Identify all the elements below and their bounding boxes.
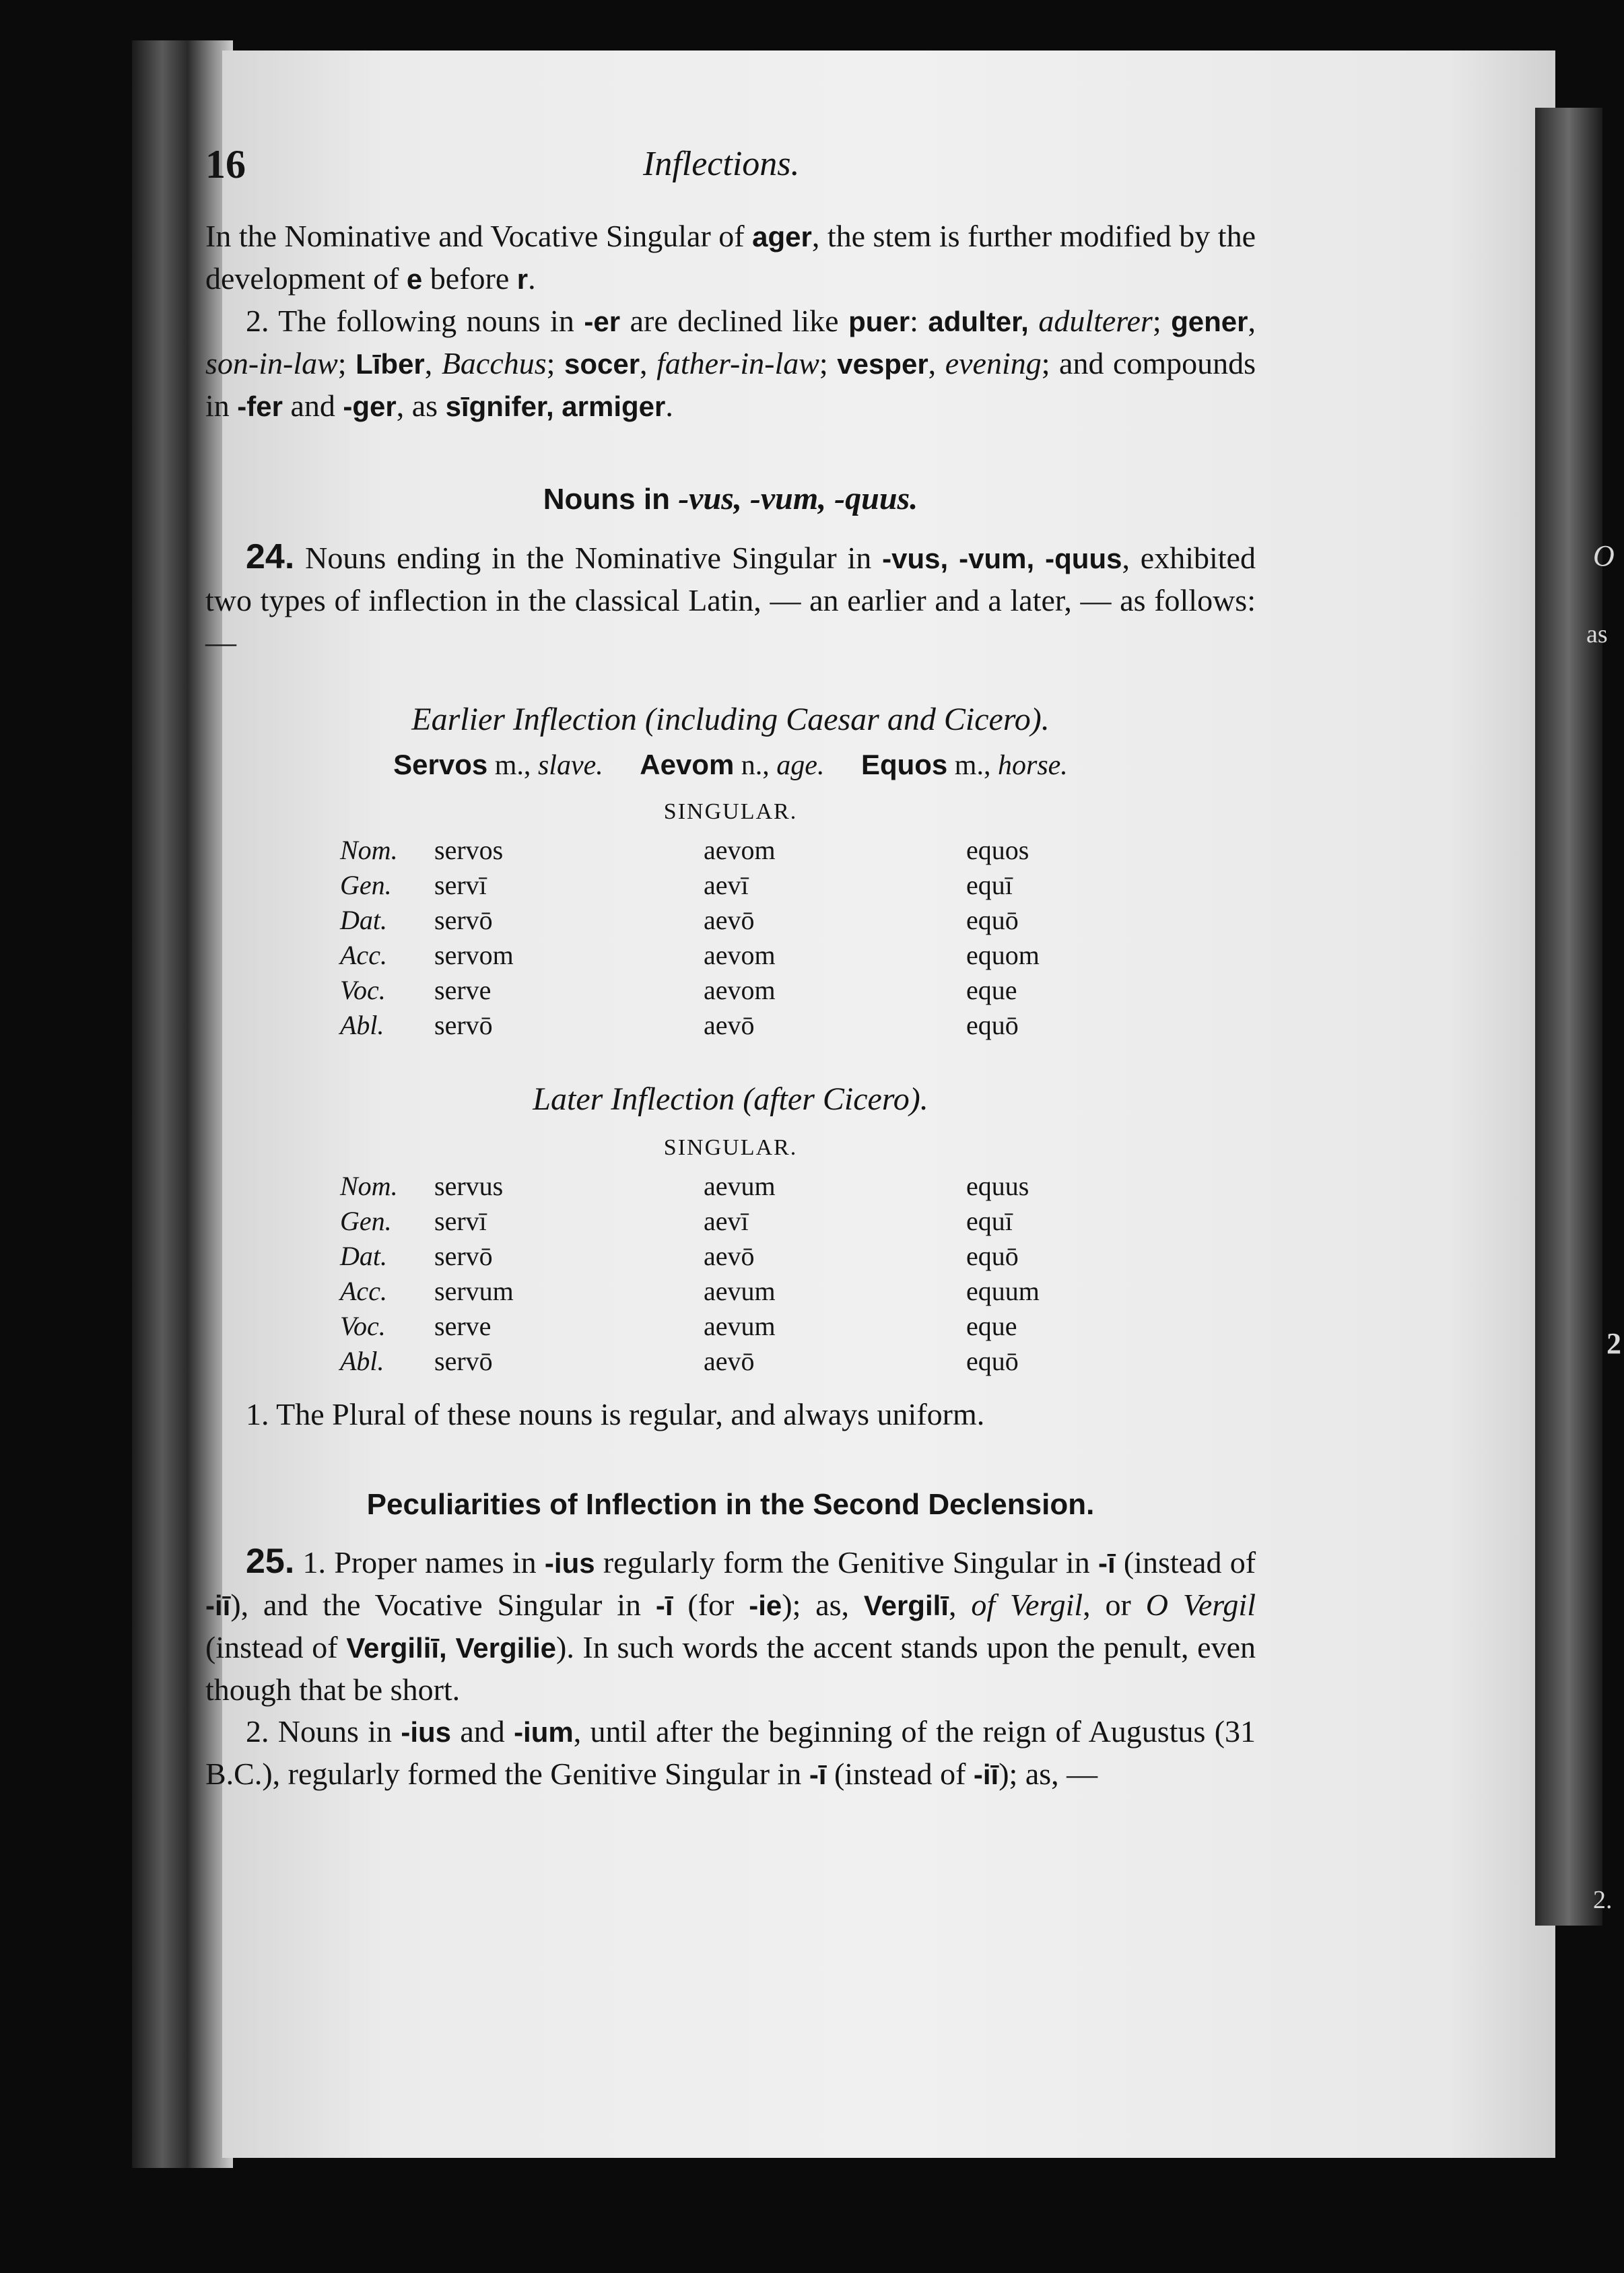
form-cell: equos [966,835,1029,865]
paradigm-row [340,1309,1141,1344]
page-number: 16 [205,142,246,186]
intro-paragraph-1 [205,215,1256,300]
bleed-text-1: O [1593,539,1615,572]
text-run: , until after the beginning of the reign of Augustus (31 B.C.), regularly formed the Genitive Singular in [205,1714,1256,1791]
form-cell: equō [966,1010,1019,1040]
form-cell: serve [434,975,492,1005]
text-run: , as [396,388,446,423]
text-run: sīgnifer, armiger [445,391,666,422]
form-cell: aevō [704,905,755,935]
form-cell: servō [434,1010,493,1040]
text-run: 1. Proper names in [294,1545,545,1580]
form-cell: equō [966,1241,1019,1271]
running-title: Inflections. [643,145,800,183]
form-cell: equō [966,1346,1019,1376]
text-run: e [406,263,423,295]
earlier-paradigm-table [340,833,1141,1043]
text-run: : [910,304,928,338]
text-run: (instead of [1115,1545,1256,1580]
form-cell: equī [966,1206,1013,1236]
intro-paragraph-2 [205,300,1256,428]
facing-page-edge [1535,108,1602,1926]
case-label: Nom. [340,1171,398,1201]
text-run: ). In such words the accent stands upon the penult, even though that be short. [205,1630,1256,1707]
paradigm-row [340,1008,1141,1043]
form-cell: aevō [704,1241,755,1271]
text-run: -ie [749,1590,782,1621]
form-cell: servum [434,1276,514,1306]
form-cell: servī [434,1206,487,1236]
case-label: Gen. [340,1206,392,1236]
paradigm-row [340,1344,1141,1379]
form-cell: equī [966,870,1013,900]
form-cell: equō [966,905,1019,935]
paradigm-row [340,938,1141,973]
text-run: -er [584,306,621,337]
form-cell: serve [434,1311,492,1341]
section-25-text-1 [205,1545,1256,1707]
section-25-paragraph-1 [205,1540,1256,1711]
text-run: ), and the Vocative Singular in [230,1588,656,1622]
section-25-number: 25. [246,1542,295,1581]
case-label: Acc. [340,1276,387,1306]
form-cell: aevom [704,975,776,1005]
case-label: Dat. [340,1241,387,1271]
text-run: and [451,1714,514,1749]
text-run: ; [546,346,564,380]
text-run: ; [337,346,356,380]
example-aevom: Aevom n., age. [640,749,825,781]
case-label: Dat. [340,905,387,935]
text-run: adulter, [928,306,1029,337]
text-run: ); as, [782,1588,864,1622]
case-label: Nom. [340,835,398,865]
text-run: Bacchus [441,346,547,380]
text-run: vesper [837,348,928,380]
bleed-text-3: 2 [1606,1327,1621,1360]
text-run: gener [1171,306,1248,337]
form-cell: servō [434,1241,493,1271]
form-cell: aevō [704,1346,755,1376]
text-run: regularly form the Genitive Singular in [595,1545,1098,1580]
text-run: ; and compounds in [205,346,1256,423]
text-run: are declined like [620,304,849,338]
form-cell: servō [434,1346,493,1376]
form-cell: equum [966,1276,1040,1306]
text-run: son-in-law [205,346,338,380]
text-run: , [928,346,945,380]
text-run: O Vergil [1145,1588,1256,1622]
text-run: -ius [544,1547,595,1579]
case-label: Voc. [340,1311,386,1341]
form-cell: equus [966,1171,1029,1201]
text-run: adulterer [1028,304,1153,338]
text-run: Līber [356,348,425,380]
form-cell: servō [434,905,493,935]
text-run: 2. Nouns in [246,1714,401,1749]
form-cell: aevī [704,870,749,900]
section-24-paragraph [205,536,1256,663]
text-run: -vus, -vum, -quus [882,543,1122,574]
case-label: Abl. [340,1010,384,1040]
text-run: ; [1152,304,1172,338]
text-run: -ī [655,1590,673,1621]
text-run: -fer [237,391,283,422]
text-run: of Vergil [971,1588,1083,1622]
section-24-heading [205,480,1256,517]
text-run: (instead of [826,1757,974,1791]
form-cell: aevī [704,1206,749,1236]
paradigm-row [340,903,1141,938]
bleed-text-2: as [1586,620,1608,648]
text-run: , [640,346,657,380]
text-run: puer [848,306,910,337]
section-25-paragraph-2 [205,1711,1256,1796]
form-cell: servī [434,870,487,900]
page-content [205,141,1256,1796]
text-run: ager [752,221,812,252]
text-run: Nouns ending in the Nominative Singular in [294,541,883,575]
later-inflection-title: Later Inflection (after Cicero). [533,1081,928,1117]
text-run: . [528,261,536,296]
earlier-singular-label: SINGULAR. [663,799,798,824]
section-25-heading: Peculiarities of Inflection in the Second Declension. [366,1488,1095,1521]
text-run: -iī [205,1590,231,1621]
text-run: In the Nominative and Vocative Singular of [205,219,753,253]
paradigm-row [340,1274,1141,1309]
case-label: Voc. [340,975,386,1005]
form-cell: aevō [704,1010,755,1040]
paradigm-row [340,1239,1141,1274]
text-run: (for [673,1588,749,1622]
text-run: r [516,263,529,295]
text-run: , the stem is further modified by the development of [205,219,1256,296]
text-run: (instead of [205,1630,347,1664]
text-run: , or [1083,1588,1146,1622]
form-cell: eque [966,975,1017,1005]
text-run: ; [819,346,838,380]
form-cell: aevom [704,835,776,865]
example-equos: Equos m., horse. [860,749,1068,781]
earlier-inflection-title: Earlier Inflection (including Caesar and Cicero). [411,702,1050,737]
form-cell: servos [434,835,504,865]
text-run: Vergiliī, Vergilie [346,1632,557,1664]
text-run: , [1248,304,1256,338]
text-run: -ius [401,1716,452,1748]
form-cell: equom [966,940,1040,970]
text-run: , [948,1588,972,1622]
bleed-text-4: 2. [1593,1886,1613,1914]
text-run: . [665,388,673,423]
text-run: and [282,388,343,423]
paradigm-row [340,973,1141,1008]
case-label: Gen. [340,870,392,900]
text-run: before [422,261,517,296]
text-run: -ger [343,391,397,422]
text-run: father-in-law [656,346,819,380]
form-cell: aevum [704,1311,776,1341]
section-24-text [205,541,1256,659]
example-servos: Servos m., slave. [393,749,603,781]
text-run: -iī [973,1759,999,1790]
section-24-heading-italic: -vus, -vum, -quus. [678,481,918,516]
form-cell: servom [434,940,514,970]
paradigm-row [340,833,1141,868]
text-run: , exhibited two types of inflection in the classical Latin, — an earlier and a later, — as follows: — [205,541,1256,659]
text-run: -ium [514,1716,574,1748]
text-run: -ī [809,1759,827,1790]
form-cell: servus [434,1171,504,1201]
text-run: ); as, — [999,1757,1098,1791]
case-label: Abl. [340,1346,384,1376]
earlier-examples [205,749,1256,782]
paradigm-row [340,868,1141,903]
form-cell: aevum [704,1171,776,1201]
running-head [205,141,1256,215]
text-run: , [424,346,442,380]
text-run: -ī [1097,1547,1116,1579]
text-run: socer [564,348,640,380]
plural-note: 1. The Plural of these nouns is regular, and always uniform. [246,1397,985,1431]
form-cell: eque [966,1311,1017,1341]
later-singular-label: SINGULAR. [663,1135,798,1160]
case-label: Acc. [340,940,387,970]
text-run: evening [945,346,1042,380]
paradigm-row [340,1169,1141,1204]
section-24-number: 24. [246,537,295,576]
section-24-heading-bold: Nouns in [543,483,679,516]
paradigm-row [340,1204,1141,1239]
form-cell: aevum [704,1276,776,1306]
text-run: Vergilī [863,1590,949,1621]
form-cell: aevom [704,940,776,970]
text-run: 2. The following nouns in [246,304,584,338]
later-paradigm-table [340,1169,1141,1379]
